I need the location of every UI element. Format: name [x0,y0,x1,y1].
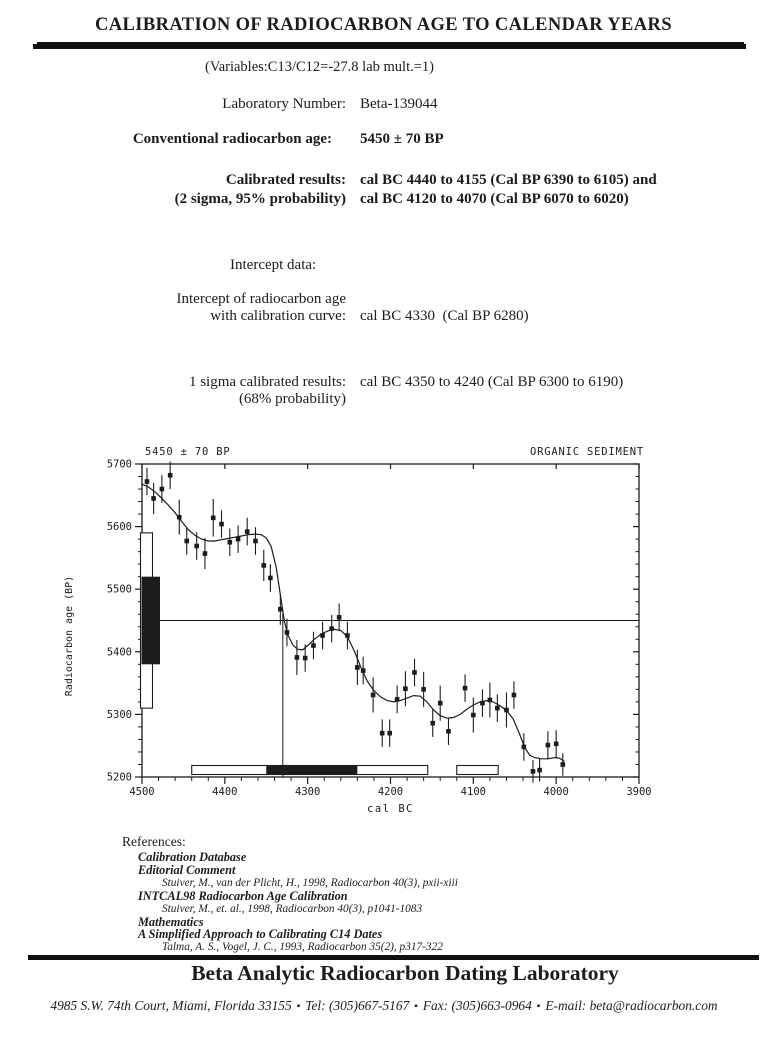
data-point [554,742,559,747]
x-tick-label: 3900 [626,786,652,798]
conventional-age-label: Conventional radiocarbon age: [132,131,332,147]
data-point [268,576,273,581]
data-point [236,537,241,542]
cal-range-1sigma-bar [266,766,357,775]
data-point [151,496,156,501]
data-point [285,630,290,635]
lab-fax: Fax: (305)663-0964 [422,998,532,1013]
lab-number-value: Beta-139044 [360,96,438,112]
one-sigma-label: 1 sigma calibrated results: [188,374,346,390]
data-point [380,731,385,736]
intercept-value: cal BC 4330 (Cal BP 6280) [360,308,529,324]
reference-citation: Talma, A. S., Vogel, J. C., 1993, Radiocarbon 35(2), p317-322 [162,941,443,954]
data-point [245,529,250,534]
data-point [177,515,182,520]
calibrated-results-sublabel: (2 sigma, 95% probability) [174,191,346,207]
cal-range-2sigma-bar [457,766,498,775]
reference-title: Calibration Database [138,850,247,864]
y-tick-label: 5600 [106,521,132,534]
data-point [203,551,208,556]
separator-square: ▪ [414,1001,418,1012]
data-point [211,516,216,521]
data-point [320,633,325,638]
data-point [355,665,360,670]
x-tick-label: 4000 [543,786,569,798]
intercept-data-heading: Intercept data: [230,257,317,273]
references-heading: References: [122,834,186,849]
data-point [278,607,283,612]
data-point [184,539,189,544]
data-point [463,686,468,691]
data-point [560,762,565,767]
data-point [361,668,366,673]
data-point [488,698,493,703]
data-point [253,539,258,544]
reference-citation: Stuiver, M., van der Plicht, H., 1998, Radiocarbon 40(3), pxii-xiii [162,876,458,889]
separator-square: ▪ [536,1001,541,1012]
calibration-chart [55,440,735,820]
reference-title: INTCAL98 Radiocarbon Age Calibration [138,888,348,903]
data-point [387,731,392,736]
calibration-plot [55,440,735,820]
intercept-label-line1: Intercept of radiocarbon age [176,291,346,307]
data-point [531,769,536,774]
data-point [403,686,408,691]
one-sigma-sublabel: (68% probability) [238,391,346,407]
references-section [138,851,698,954]
variables-line: (Variables:C13/C12=-27.8 lab mult.=1) [205,59,434,75]
data-point [537,768,542,773]
data-point [228,540,233,545]
reference-title: A Simplified Approach to Calibrating C14 Dates [138,927,383,942]
chart-title-age: 5450 ± 70 BP [145,446,231,458]
footer-rule [28,955,759,960]
y-tick-label: 5700 [106,458,132,471]
data-point [395,697,400,702]
data-point [480,701,485,706]
data-point [495,706,500,711]
one-sigma-value: cal BC 4350 to 4240 (Cal BP 6300 to 6190) [360,374,624,390]
data-point [504,708,509,713]
data-point [337,615,342,620]
x-tick-label: 4500 [129,786,155,798]
data-point [303,656,308,661]
data-point [371,693,376,698]
y-tick-label: 5500 [106,583,132,596]
x-tick-label: 4400 [212,786,238,798]
reference-title: Mathematics [138,914,204,929]
calibrated-results-value-2: cal BC 4120 to 4070 (Cal BP 6070 to 6020) [360,191,629,207]
y-axis-label: Radiocarbon age (BP) [64,575,75,697]
data-point [512,693,517,698]
data-point [295,655,300,660]
data-point [421,687,426,692]
lab-name: Beta Analytic Radiocarbon Dating Laboratory [191,961,619,985]
lab-tel: Tel: (305)667-5167 [305,998,410,1013]
data-point [194,544,199,549]
data-point [345,633,350,638]
data-point [219,522,224,527]
calibration-curve [142,484,564,761]
y-tick-label: 5400 [106,646,132,659]
x-tick-label: 4300 [295,786,321,798]
x-tick-label: 4200 [377,786,404,798]
page-title: CALIBRATION OF RADIOCARBON AGE TO CALENDAR YEARS [94,15,673,35]
intercept-label-line2: with calibration curve: [210,308,346,324]
title-rule [33,44,746,49]
lab-contact-line [14,998,754,1014]
data-point [145,479,150,484]
lab-number-label: Laboratory Number: [222,96,346,112]
calibrated-results-label: Calibrated results: [225,172,346,188]
lab-email: E-mail: beta@radiocarbon.com [545,998,718,1013]
age-range-1sigma-bar [142,577,161,665]
y-tick-label: 5200 [106,771,132,784]
lab-address: 4985 S.W. 74th Court, Miami, Florida 33155 [50,998,292,1013]
data-point [412,670,417,675]
data-point [430,721,435,726]
data-point [471,713,476,718]
reference-citation: Stuiver, M., et. al., 1998, Radiocarbon 40(3), p1041-1083 [162,902,423,915]
data-point [438,701,443,706]
data-point [168,473,173,478]
data-point [522,745,527,750]
chart-title-sample: ORGANIC SEDIMENT [530,446,644,458]
reference-title: Editorial Comment [138,862,236,877]
separator-square: ▪ [296,1001,301,1012]
y-tick-label: 5300 [106,708,132,721]
data-point [311,643,316,648]
data-point [261,563,266,568]
data-point [546,743,551,748]
x-tick-label: 4100 [460,786,486,798]
conventional-age-value: 5450 ± 70 BP [360,131,444,147]
data-point [446,729,451,734]
data-point [329,626,334,631]
x-axis-label: cal BC [367,803,414,815]
data-point [160,487,165,492]
calibrated-results-value-1: cal BC 4440 to 4155 (Cal BP 6390 to 6105) and [360,172,657,188]
